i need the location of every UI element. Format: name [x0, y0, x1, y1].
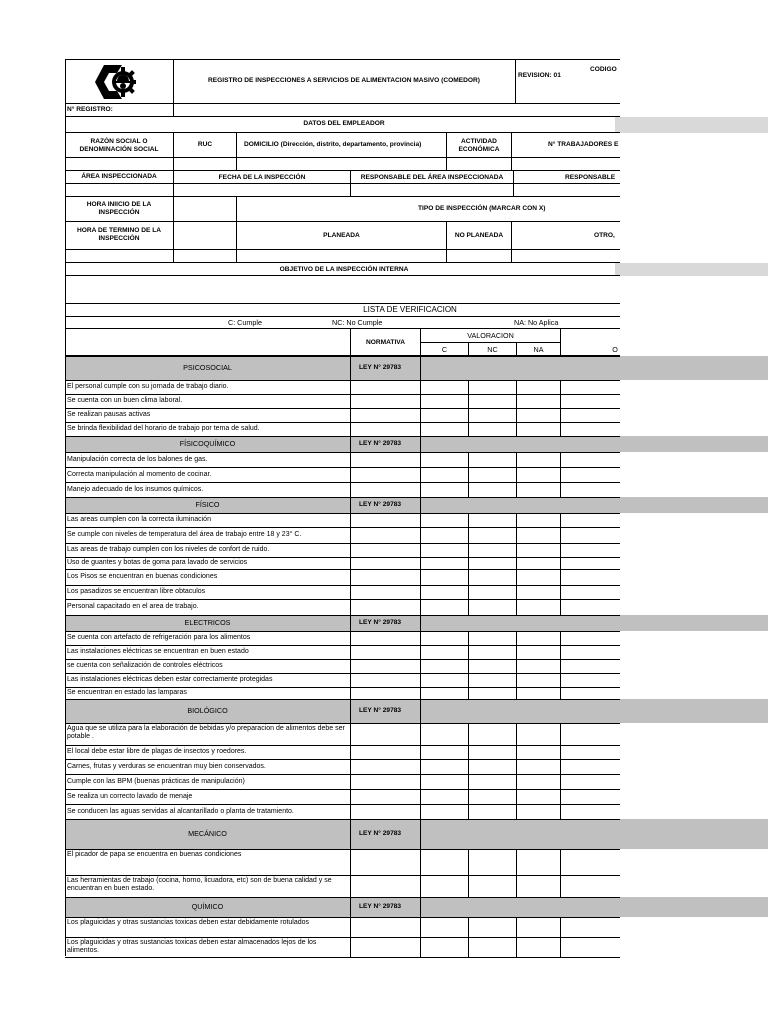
check-cell-nc[interactable]	[469, 468, 516, 482]
check-cell-c[interactable]	[421, 724, 468, 745]
check-cell-na[interactable]	[517, 775, 560, 789]
check-cell-na[interactable]	[517, 544, 560, 557]
check-cell-o[interactable]	[561, 660, 620, 673]
check-cell-na[interactable]	[517, 688, 560, 699]
section-law: LEY N° 29783	[359, 440, 402, 447]
col-c-header: C	[441, 345, 448, 354]
checklist-item: Se cumple con niveles de temperatura del área de trabajo entre 18 y 23° C.	[67, 531, 302, 538]
fecha-label: FECHA DE LA INSPECCIÓN	[218, 174, 306, 181]
check-cell-o[interactable]	[561, 483, 620, 497]
check-cell-o[interactable]	[561, 918, 620, 937]
check-cell-o[interactable]	[561, 674, 620, 687]
check-cell-na[interactable]	[517, 938, 560, 957]
check-cell-nc[interactable]	[469, 876, 516, 897]
check-cell-nc[interactable]	[469, 660, 516, 673]
check-cell-o[interactable]	[561, 558, 620, 569]
employer-section-title: DATOS DEL EMPLEADOR	[303, 120, 385, 127]
col-na-header: NA	[533, 345, 544, 354]
check-cell-na[interactable]	[517, 558, 560, 569]
check-cell-o[interactable]	[561, 514, 620, 527]
check-cell-nc[interactable]	[469, 381, 516, 394]
check-cell-c[interactable]	[421, 514, 468, 527]
check-cell-c[interactable]	[421, 688, 468, 699]
check-cell-nc[interactable]	[469, 586, 516, 599]
check-cell-na[interactable]	[517, 724, 560, 745]
section-name: ELECTRICOS	[184, 618, 231, 627]
section-name: FÍSICOQUÍMICO	[179, 439, 236, 448]
check-cell-c[interactable]	[421, 409, 468, 422]
checklist-item: El local debe estar libre de plagas de insectos y roedores.	[67, 748, 247, 755]
check-cell-nc[interactable]	[469, 600, 516, 615]
check-cell-c[interactable]	[421, 453, 468, 467]
checklist-item: Los plaguicidas y otras sustancias toxicas deben estar almacenados lejos de los alimentos.	[67, 939, 317, 954]
check-cell-o[interactable]	[561, 570, 620, 585]
checklist-item: Personal capacitado en el area de trabajo.	[67, 603, 199, 610]
check-cell-c[interactable]	[421, 586, 468, 599]
checklist-item: se cuenta con señalización de controles eléctricos	[67, 662, 223, 669]
check-cell-na[interactable]	[517, 674, 560, 687]
checklist-item: Se encuentran en estado las lamparas	[67, 689, 187, 696]
razon-social-label: RAZÓN SOCIAL O DENOMINACIÓN SOCIAL	[79, 138, 159, 153]
check-cell-o[interactable]	[561, 468, 620, 482]
check-cell-c[interactable]	[421, 938, 468, 957]
check-cell-nc[interactable]	[469, 674, 516, 687]
legend-no-aplica: NA: No Aplica	[514, 318, 559, 327]
checklist-title: LISTA DE VERIFICACION	[363, 305, 457, 314]
check-cell-c[interactable]	[421, 674, 468, 687]
check-cell-c[interactable]	[421, 395, 468, 408]
check-cell-na[interactable]	[517, 600, 560, 615]
checklist-item: Manejo adecuado de los insumos químicos.	[67, 485, 204, 493]
check-cell-na[interactable]	[517, 468, 560, 482]
check-cell-o[interactable]	[561, 632, 620, 645]
section-name: QUÍMICO	[191, 902, 224, 911]
check-cell-nc[interactable]	[469, 775, 516, 789]
check-cell-na[interactable]	[517, 453, 560, 467]
section-name: FÍSICO	[195, 500, 220, 509]
check-cell-c[interactable]	[421, 600, 468, 615]
check-cell-c[interactable]	[421, 918, 468, 937]
check-cell-o[interactable]	[561, 453, 620, 467]
objetivo-field[interactable]	[65, 276, 620, 303]
check-cell-nc[interactable]	[469, 688, 516, 699]
check-cell-nc[interactable]	[469, 724, 516, 745]
check-cell-c[interactable]	[421, 528, 468, 543]
check-cell-na[interactable]	[517, 646, 560, 659]
check-cell-o[interactable]	[561, 850, 620, 875]
check-cell-o[interactable]	[561, 423, 620, 436]
check-cell-nc[interactable]	[469, 646, 516, 659]
col-nc-header: NC	[487, 345, 498, 354]
check-cell-na[interactable]	[517, 409, 560, 422]
domicilio-label: DOMICILIO (Dirección, distrito, departamento, provincia)	[244, 141, 422, 148]
normativa-header: NORMATIVA	[366, 339, 405, 346]
otro-label: OTRO,	[594, 232, 615, 239]
checklist-item: El personal cumple con su jornada de trabajo diario.	[67, 383, 229, 390]
check-cell-na[interactable]	[517, 570, 560, 585]
check-cell-c[interactable]	[421, 850, 468, 875]
form-title: REGISTRO DE INSPECCIONES A SERVICIOS DE ALIMENTACION MASIVO (COMEDOR)	[208, 77, 480, 84]
check-cell-o[interactable]	[561, 409, 620, 422]
check-cell-o[interactable]	[561, 876, 620, 897]
check-cell-nc[interactable]	[469, 423, 516, 436]
check-cell-nc[interactable]	[469, 544, 516, 557]
check-cell-na[interactable]	[517, 850, 560, 875]
responsable-label: RESPONSABLE	[565, 174, 616, 181]
check-cell-c[interactable]	[421, 468, 468, 482]
checklist-item: Se realiza un correcto lavado de menaje	[67, 792, 193, 800]
check-cell-na[interactable]	[517, 423, 560, 436]
check-cell-na[interactable]	[517, 918, 560, 937]
check-cell-c[interactable]	[421, 760, 468, 774]
section-name: BIOLÓGICO	[187, 706, 228, 715]
check-cell-nc[interactable]	[469, 938, 516, 957]
checklist-item: Las areas de trabajo cumplen con los niveles de confort de ruido.	[67, 546, 270, 553]
trabajadores-label: N° TRABAJADORES E	[548, 141, 619, 148]
check-cell-nc[interactable]	[469, 760, 516, 774]
checklist-item: Carnes, frutas y verduras se encuentran muy bien conservados.	[67, 762, 266, 770]
check-cell-o[interactable]	[561, 381, 620, 394]
checklist-item: Los plaguicidas y otras sustancias toxicas deben estar debidamente rotulados	[67, 919, 310, 926]
ruc-label: RUC	[197, 141, 213, 148]
check-cell-c[interactable]	[421, 558, 468, 569]
check-cell-na[interactable]	[517, 660, 560, 673]
check-cell-o[interactable]	[561, 724, 620, 745]
employer-section-band	[615, 117, 768, 133]
check-cell-c[interactable]	[421, 775, 468, 789]
no-planeada-label: NO PLANEADA	[454, 232, 504, 239]
checklist-item: Se conducen las aguas servidas al alcantarillado o planta de tratamiento.	[67, 807, 294, 815]
check-cell-na[interactable]	[517, 760, 560, 774]
check-cell-nc[interactable]	[469, 409, 516, 422]
check-cell-c[interactable]	[421, 660, 468, 673]
section-law: LEY N° 29783	[359, 501, 402, 508]
check-cell-c[interactable]	[421, 746, 468, 759]
check-cell-c[interactable]	[421, 790, 468, 804]
check-cell-nc[interactable]	[469, 746, 516, 759]
checklist-item: Se brinda flexibilidad del horario de trabajo por tema de salud.	[67, 425, 260, 432]
check-cell-c[interactable]	[421, 423, 468, 436]
checklist-item: Manipulación correcta de los balones de gas.	[67, 455, 208, 463]
check-cell-o[interactable]	[561, 805, 620, 819]
check-cell-o[interactable]	[561, 790, 620, 804]
check-cell-c[interactable]	[421, 876, 468, 897]
check-cell-nc[interactable]	[469, 632, 516, 645]
valoracion-header: VALORACION	[467, 331, 514, 340]
check-cell-na[interactable]	[517, 528, 560, 543]
checklist-item: Las areas cumplen con la correcta iluminación	[67, 516, 211, 523]
codigo-label: CODIGO	[590, 66, 617, 73]
legend-cumple: C: Cumple	[228, 318, 262, 327]
hora-termino-label: HORA DE TERMINO DE LA INSPECCIÓN	[76, 227, 161, 242]
hora-inicio-label: HORA INIICIO DE LA INSPECCIÓN	[86, 201, 152, 216]
checklist-item: Las instalaciones eléctricas se encuentran en buen estado	[67, 648, 249, 655]
check-cell-na[interactable]	[517, 483, 560, 497]
check-cell-o[interactable]	[561, 688, 620, 699]
checklist-item: Las herramientas de trabajo (cocina, horno, licuadora, etc) son de buena calidad y se encuentran en buen estado.	[67, 877, 332, 892]
check-cell-c[interactable]	[421, 570, 468, 585]
gear-helmet-logo-icon	[92, 62, 140, 102]
check-cell-nc[interactable]	[469, 514, 516, 527]
planeada-label: PLANEADA	[323, 232, 360, 239]
check-cell-c[interactable]	[421, 381, 468, 394]
section-law: LEY N° 29783	[359, 619, 402, 626]
check-cell-na[interactable]	[517, 790, 560, 804]
check-cell-o[interactable]	[561, 600, 620, 615]
check-cell-na[interactable]	[517, 381, 560, 394]
checklist-item: Correcta manipulación al momento de cocinar.	[67, 470, 212, 478]
check-cell-nc[interactable]	[469, 395, 516, 408]
check-cell-na[interactable]	[517, 514, 560, 527]
check-cell-c[interactable]	[421, 544, 468, 557]
check-cell-na[interactable]	[517, 746, 560, 759]
checklist-item: Las instalaciones eléctricas deben estar correctamente protegidas	[67, 676, 273, 683]
check-cell-nc[interactable]	[469, 558, 516, 569]
checklist-item: Uso de guantes y botas de goma para lavado de servicios	[67, 559, 248, 566]
legend-no-cumple: NC: No Cumple	[332, 318, 383, 327]
check-cell-na[interactable]	[517, 395, 560, 408]
check-cell-na[interactable]	[517, 632, 560, 645]
section-name: MECÁNICO	[188, 829, 227, 838]
check-cell-o[interactable]	[561, 528, 620, 543]
check-cell-nc[interactable]	[469, 453, 516, 467]
check-cell-o[interactable]	[561, 746, 620, 759]
check-cell-nc[interactable]	[469, 570, 516, 585]
check-cell-o[interactable]	[561, 938, 620, 957]
check-cell-na[interactable]	[517, 805, 560, 819]
registro-label: N° REGISTRO:	[67, 106, 113, 113]
check-cell-o[interactable]	[561, 646, 620, 659]
check-cell-o[interactable]	[561, 586, 620, 599]
check-cell-nc[interactable]	[469, 850, 516, 875]
tipo-inspeccion-label: TIPO DE INSPECCIÓN (MARCAR CON X)	[418, 205, 546, 212]
check-cell-c[interactable]	[421, 805, 468, 819]
check-cell-c[interactable]	[421, 632, 468, 645]
check-cell-o[interactable]	[561, 760, 620, 774]
section-name: PSICOSOCIAL	[183, 363, 232, 372]
responsable-area-label: RESPONSABLE DEL ÁREA INSPECCIONADA	[360, 174, 504, 181]
check-cell-c[interactable]	[421, 646, 468, 659]
checklist-item: Los pasadizos se encuentran libre obtaculos	[67, 588, 206, 595]
col-o-header: O	[612, 345, 618, 354]
check-cell-o[interactable]	[561, 395, 620, 408]
check-cell-nc[interactable]	[469, 918, 516, 937]
section-law: LEY N° 29783	[359, 707, 402, 714]
checklist-item: Se cuenta con un buen clima laboral.	[67, 397, 183, 404]
objetivo-label: OBJETIVO DE LA INSPECCIÓN INTERNA	[279, 266, 409, 273]
section-law: LEY N° 29783	[359, 903, 402, 910]
checklist-item: Se realizan pausas activas	[67, 411, 151, 418]
checklist-item: El picador de papa se encuentra en buenas condiciones	[67, 851, 242, 858]
checklist-item: Se cuenta con artefacto de refrigeración para los alimentos	[67, 634, 251, 641]
check-cell-nc[interactable]	[469, 483, 516, 497]
check-cell-nc[interactable]	[469, 790, 516, 804]
check-cell-o[interactable]	[561, 775, 620, 789]
checklist-item: Los Pisos se encuentran en buenas condiciones	[67, 573, 218, 580]
checklist-item: Agua que se utiliza para la elaboración de bebidas y/o preparacion de alimentos debe ser potable .	[67, 725, 345, 740]
section-law: LEY N° 29783	[359, 364, 402, 371]
area-label: ÁREA INSPECCIONADA	[81, 173, 157, 180]
check-cell-o[interactable]	[561, 544, 620, 557]
check-cell-nc[interactable]	[469, 528, 516, 543]
section-law: LEY N° 29783	[359, 830, 402, 837]
check-cell-na[interactable]	[517, 586, 560, 599]
check-cell-na[interactable]	[517, 876, 560, 897]
actividad-label: ACTIVIDAD ECONÓMICA	[458, 138, 500, 153]
check-cell-c[interactable]	[421, 483, 468, 497]
revision-label: REVISION: 01	[518, 72, 561, 79]
check-cell-nc[interactable]	[469, 805, 516, 819]
checklist-item: Cumple con las BPM (buenas prácticas de manipulación)	[67, 777, 245, 785]
